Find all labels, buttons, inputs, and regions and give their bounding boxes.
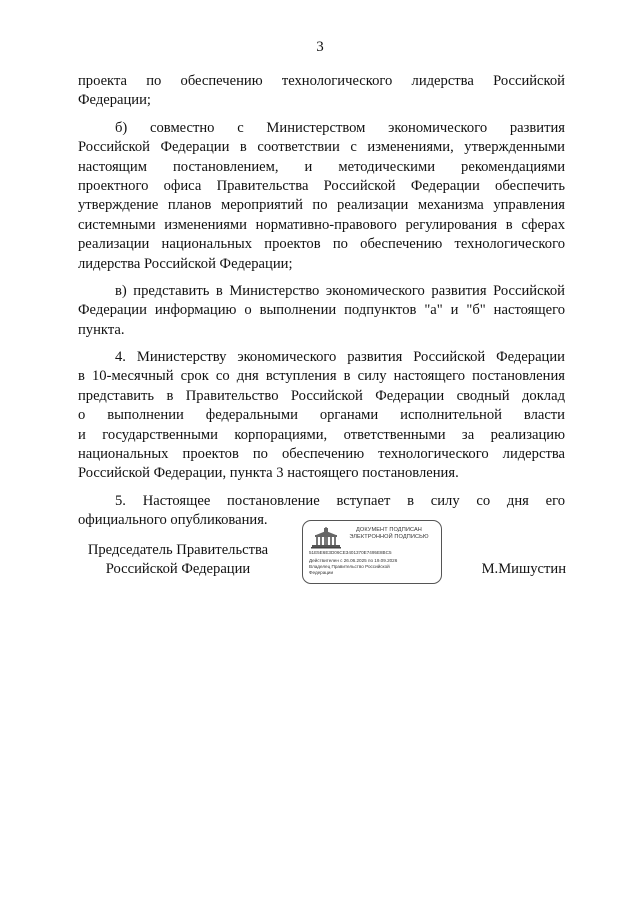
body-line: 5. Настоящее постановление вступает в силу со дня его (115, 492, 565, 509)
body-line: национальных проектов по обеспечению технологического лидерства (78, 446, 565, 463)
stamp-title-line2: ЭЛЕКТРОННОЙ ПОДПИСЬЮ (349, 534, 429, 540)
body-line: в) представить в Министерство экономического развития Российской (115, 282, 565, 299)
stamp-title (343, 527, 435, 541)
body-line: представить в Правительство Российской Федерации сводный доклад (78, 387, 565, 404)
body-line: настоящим постановлением, и методическими рекомендациями (78, 158, 565, 175)
page-number: 3 (316, 39, 324, 55)
body-line: Российской Федерации, пункта 3 настоящего постановления. (78, 465, 459, 482)
stamp-title-line1: ДОКУМЕНТ ПОДПИСАН (356, 527, 422, 533)
signer-title-line1: Председатель Правительства (87, 542, 269, 558)
body-line: проектного офиса Правительства Российской Федерации обеспечить (78, 177, 565, 194)
stamp-certificate-number: 51E5E6E3D06CE3401370E7495E8BC5 (309, 550, 392, 555)
body-line: и государственными корпорациями, ответственными за реализацию (78, 426, 565, 443)
body-line: Российской Федерации в соответствии с изменениями, утвержденными (78, 139, 565, 156)
body-line: официального опубликования. (78, 512, 268, 529)
body-line: Федерации; (78, 92, 151, 109)
body-line: б) совместно с Министерством экономического развития (115, 119, 565, 136)
stamp-owner-line2: Федерации (309, 570, 334, 575)
signer-name: М.Мишустин (481, 561, 566, 577)
stamp-validity: Действителен с 26.06.2025 по 19.09.2026 (309, 558, 398, 563)
signer-title-line2: Российской Федерации (105, 561, 251, 578)
electronic-signature-stamp (302, 520, 442, 584)
body-line: о выполнении федеральными органами исполнительной власти (78, 407, 565, 424)
body-line: 4. Министерству экономического развития Российской Федерации (115, 349, 565, 366)
body-line: Федерации информацию о выполнении подпунктов "а" и "б" настоящего (78, 302, 565, 319)
body-line: пункта. (78, 321, 125, 338)
signer-title (78, 541, 278, 580)
government-building-icon (310, 527, 342, 549)
body-line: проекта по обеспечению технологического лидерства Российской (78, 73, 565, 89)
body-line: лидерства Российской Федерации; (78, 255, 293, 272)
body-line: реализации национальных проектов по обеспечению технологического (78, 236, 565, 253)
body-line: в 10-месячный срок со дня вступления в силу настоящего постановления (78, 368, 565, 385)
body-line: системными изменениями нормативно-правового регулирования в сферах (78, 216, 565, 233)
stamp-owner-line1: Владелец Правительство Российской (309, 564, 390, 569)
body-line: утверждение планов мероприятий по реализации механизма управления (78, 197, 565, 214)
document-body (78, 72, 565, 531)
